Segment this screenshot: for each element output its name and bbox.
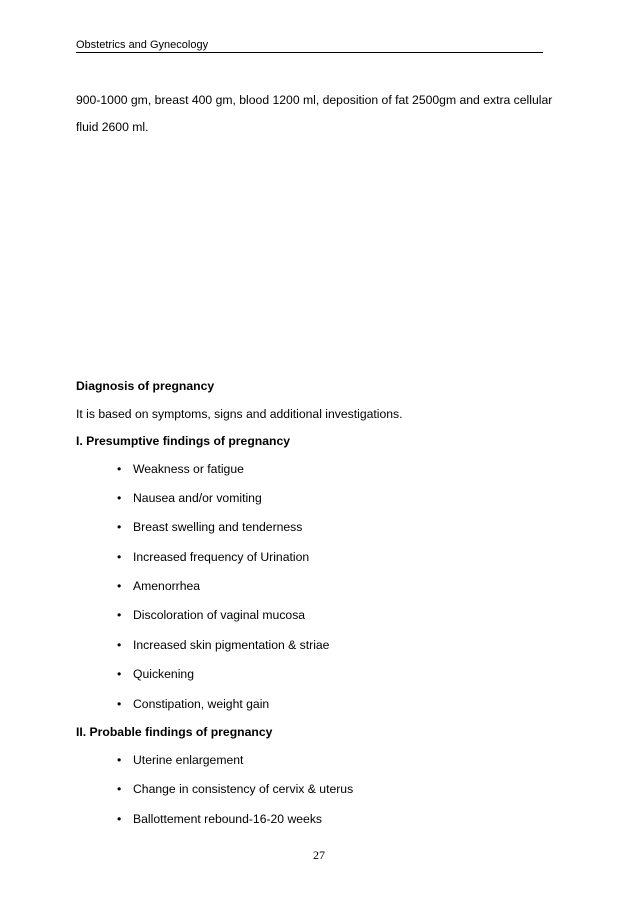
bullet-icon: •: [117, 608, 122, 622]
list-item-text: Constipation, weight gain: [133, 697, 270, 711]
section-heading-diagnosis: Diagnosis of pregnancy: [76, 379, 215, 393]
list-item-text: Quickening: [133, 667, 194, 681]
list-item-text: Ballottement rebound-16-20 weeks: [133, 812, 323, 826]
bullet-icon: •: [117, 782, 122, 796]
running-header: [76, 38, 543, 53]
bullet-icon: •: [117, 520, 122, 534]
header-title: Obstetrics and Gynecology: [76, 39, 209, 51]
list-item-text: Increased skin pigmentation & striae: [133, 638, 330, 652]
list-item-text: Increased frequency of Urination: [133, 550, 310, 564]
bullet-icon: •: [117, 491, 122, 505]
page-number: 27: [313, 848, 325, 862]
bullet-icon: •: [117, 753, 122, 767]
intro-paragraph: 900-1000 gm, breast 400 gm, blood 1200 ml, deposition of fat 2500gm and extra cellular fluid 2600 ml.: [76, 93, 553, 134]
section-heading-presumptive: I. Presumptive findings of pregnancy: [76, 434, 290, 448]
list-item-text: Uterine enlargement: [133, 753, 244, 767]
list-item-text: Breast swelling and tenderness: [133, 520, 303, 534]
bullet-icon: •: [117, 550, 122, 564]
diagnosis-basis-text: It is based on symptoms, signs and additional investigations.: [76, 407, 403, 421]
list-item-text: Nausea and/or vomiting: [133, 491, 262, 505]
section-heading-probable: II. Probable findings of pregnancy: [76, 725, 273, 739]
bullet-icon: •: [117, 638, 122, 652]
list-item-text: Amenorrhea: [133, 579, 201, 593]
list-item-text: Change in consistency of cervix & uterus: [133, 782, 354, 796]
list-item-text: Weakness or fatigue: [133, 462, 244, 476]
bullet-icon: •: [117, 462, 122, 476]
bullet-icon: •: [117, 812, 122, 826]
bullet-icon: •: [117, 697, 122, 711]
bullet-icon: •: [117, 667, 122, 681]
bullet-icon: •: [117, 579, 122, 593]
list-item-text: Discoloration of vaginal mucosa: [133, 608, 306, 622]
